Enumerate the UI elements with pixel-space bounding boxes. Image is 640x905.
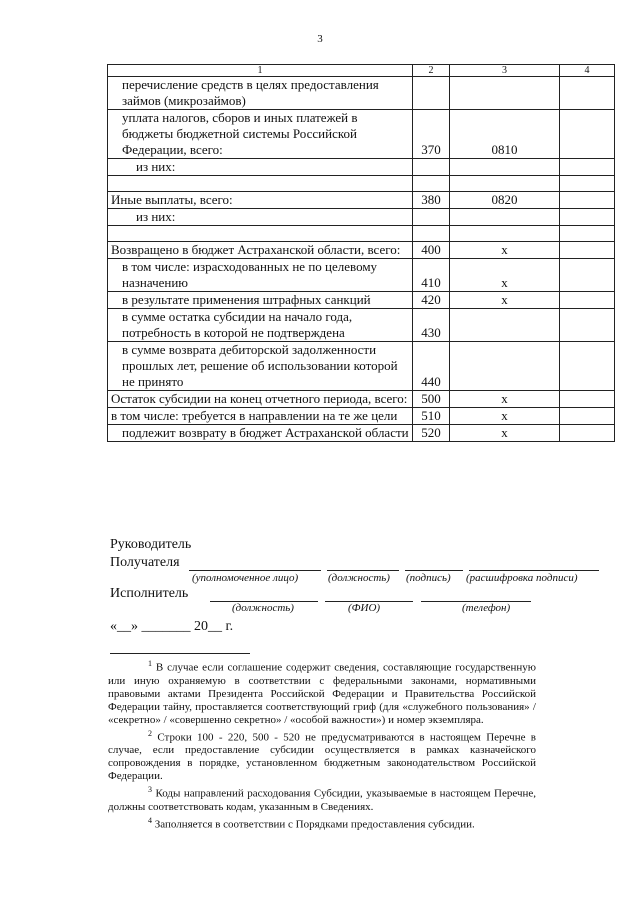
row-name-cell: в сумме остатка субсидии на начало года, потребность в которой не подтверждена bbox=[108, 309, 413, 342]
footnote-mark: 3 bbox=[148, 785, 152, 795]
date-line: «__» _______ 20__ г. bbox=[110, 619, 234, 634]
row-name-cell: из них: bbox=[108, 159, 413, 176]
table-row bbox=[108, 192, 615, 209]
row-line-code-cell bbox=[413, 209, 450, 226]
page-number: 3 bbox=[317, 33, 323, 45]
row-amount-cell bbox=[560, 259, 615, 292]
row-name-cell: в том числе: требуется в направлении на те же цели bbox=[108, 408, 413, 425]
caption-signature-decoding: (расшифровка подписи) bbox=[466, 572, 578, 584]
row-line-code-cell bbox=[413, 77, 450, 110]
row-amount-cell bbox=[560, 309, 615, 342]
footnote bbox=[108, 783, 536, 814]
row-name-cell: в сумме возврата дебиторской задолженности прошлых лет, решение об использовании которой не принято bbox=[108, 342, 413, 391]
table-row bbox=[108, 77, 615, 110]
row-name-cell: перечисление средств в целях предоставления займов (микрозаймов) bbox=[108, 77, 413, 110]
footnote-text: Коды направлений расходования Субсидии, указываемые в настоящем Перечне, должны соответствовать кодам, указанным в Сведениях. bbox=[108, 787, 536, 813]
row-amount-cell bbox=[560, 226, 615, 242]
row-name-cell: в результате применения штрафных санкций bbox=[108, 292, 413, 309]
footnote-text: Строки 100 - 220, 500 - 520 не предусматриваются в настоящем Перечне в случае, если предоставление субсидии осуществляется в рамках казначейского сопровождения в порядке, установленном бюджетным законодательством Российской Федерации. bbox=[108, 731, 536, 783]
row-line-code-cell bbox=[413, 176, 450, 192]
row-line-code-cell: 510 bbox=[413, 408, 450, 425]
row-line-code-cell: 520 bbox=[413, 425, 450, 442]
row-line-code-cell: 410 bbox=[413, 259, 450, 292]
footnote bbox=[108, 657, 536, 727]
caption-authorized-person: (уполномоченное лицо) bbox=[192, 572, 299, 584]
footnote-separator bbox=[110, 653, 250, 654]
row-direction-code-cell bbox=[450, 209, 560, 226]
signature-line bbox=[189, 570, 321, 571]
table-row bbox=[108, 110, 615, 159]
footnote-text: В случае если соглашение содержит сведения, составляющие государственную или иную охраняемую в соответствии с федеральными законами, нормативными правовыми актами Президента Российской Федерации и Правительства Российской Федерации тайну, проставляется соответствующий гриф (для «служебного пользования» / «секретно» / «совершенно секретно» / «особой важности») и номер экземпляра. bbox=[108, 661, 536, 726]
row-direction-code-cell bbox=[450, 176, 560, 192]
column-header: 3 bbox=[450, 65, 560, 77]
row-amount-cell bbox=[560, 342, 615, 391]
row-name-cell: Иные выплаты, всего: bbox=[108, 192, 413, 209]
row-direction-code-cell: x bbox=[450, 425, 560, 442]
row-direction-code-cell: x bbox=[450, 408, 560, 425]
row-direction-code-cell: x bbox=[450, 242, 560, 259]
row-amount-cell bbox=[560, 192, 615, 209]
table-row bbox=[108, 242, 615, 259]
table-header-row bbox=[108, 65, 615, 77]
table-row bbox=[108, 176, 615, 192]
table-row bbox=[108, 391, 615, 408]
table-row bbox=[108, 342, 615, 391]
row-line-code-cell bbox=[413, 226, 450, 242]
executor-label: Исполнитель bbox=[110, 586, 189, 601]
signature-line bbox=[469, 570, 599, 571]
head-label-1: Руководитель bbox=[110, 537, 192, 552]
footnote-mark: 1 bbox=[148, 659, 152, 668]
row-name-cell: уплата налогов, сборов и иных платежей в бюджеты бюджетной системы Российской Федерации, всего: bbox=[108, 110, 413, 159]
row-amount-cell bbox=[560, 77, 615, 110]
head-label-2: Получателя bbox=[110, 555, 180, 570]
signature-line bbox=[327, 570, 399, 571]
row-direction-code-cell: 0820 bbox=[450, 192, 560, 209]
caption-executor-phone: (телефон) bbox=[462, 602, 511, 614]
row-amount-cell bbox=[560, 391, 615, 408]
row-name-cell bbox=[108, 176, 413, 192]
footnotes bbox=[108, 657, 536, 832]
row-amount-cell bbox=[560, 292, 615, 309]
column-header: 1 bbox=[108, 65, 413, 77]
table-row bbox=[108, 226, 615, 242]
row-line-code-cell: 420 bbox=[413, 292, 450, 309]
row-direction-code-cell bbox=[450, 77, 560, 110]
footnote bbox=[108, 727, 536, 784]
row-amount-cell bbox=[560, 209, 615, 226]
row-amount-cell bbox=[560, 242, 615, 259]
row-direction-code-cell: x bbox=[450, 391, 560, 408]
row-amount-cell bbox=[560, 176, 615, 192]
footnote bbox=[108, 814, 536, 832]
row-direction-code-cell bbox=[450, 226, 560, 242]
row-line-code-cell: 500 bbox=[413, 391, 450, 408]
table-row bbox=[108, 292, 615, 309]
row-direction-code-cell: 0810 bbox=[450, 110, 560, 159]
caption-executor-position: (должность) bbox=[232, 602, 294, 614]
row-name-cell: из них: bbox=[108, 209, 413, 226]
column-header: 4 bbox=[560, 65, 615, 77]
footnote-text: Заполняется в соответствии с Порядками предоставления субсидии. bbox=[154, 818, 475, 831]
table-row bbox=[108, 408, 615, 425]
table-row bbox=[108, 159, 615, 176]
row-amount-cell bbox=[560, 159, 615, 176]
row-amount-cell bbox=[560, 408, 615, 425]
row-amount-cell bbox=[560, 110, 615, 159]
row-direction-code-cell bbox=[450, 342, 560, 391]
row-line-code-cell: 380 bbox=[413, 192, 450, 209]
row-line-code-cell: 400 bbox=[413, 242, 450, 259]
table-row bbox=[108, 259, 615, 292]
table-row bbox=[108, 309, 615, 342]
row-line-code-cell: 370 bbox=[413, 110, 450, 159]
row-name-cell bbox=[108, 226, 413, 242]
column-header: 2 bbox=[413, 65, 450, 77]
row-direction-code-cell bbox=[450, 309, 560, 342]
table-row bbox=[108, 209, 615, 226]
caption-executor-name: (ФИО) bbox=[348, 602, 381, 614]
footnote-mark: 4 bbox=[148, 815, 152, 825]
table-row bbox=[108, 425, 615, 442]
caption-signature: (подпись) bbox=[406, 572, 451, 584]
signature-line bbox=[405, 570, 463, 571]
row-direction-code-cell bbox=[450, 159, 560, 176]
row-direction-code-cell: x bbox=[450, 292, 560, 309]
row-amount-cell bbox=[560, 425, 615, 442]
row-name-cell: Остаток субсидии на конец отчетного периода, всего: bbox=[108, 391, 413, 408]
row-name-cell: Возвращено в бюджет Астраханской области, всего: bbox=[108, 242, 413, 259]
row-name-cell: подлежит возврату в бюджет Астраханской области bbox=[108, 425, 413, 442]
row-direction-code-cell: x bbox=[450, 259, 560, 292]
row-line-code-cell: 430 bbox=[413, 309, 450, 342]
footnote-mark: 2 bbox=[148, 728, 152, 738]
row-line-code-cell: 440 bbox=[413, 342, 450, 391]
report-table bbox=[107, 64, 615, 442]
row-name-cell: в том числе: израсходованных не по целевому назначению bbox=[108, 259, 413, 292]
caption-position: (должность) bbox=[328, 572, 390, 584]
row-line-code-cell bbox=[413, 159, 450, 176]
